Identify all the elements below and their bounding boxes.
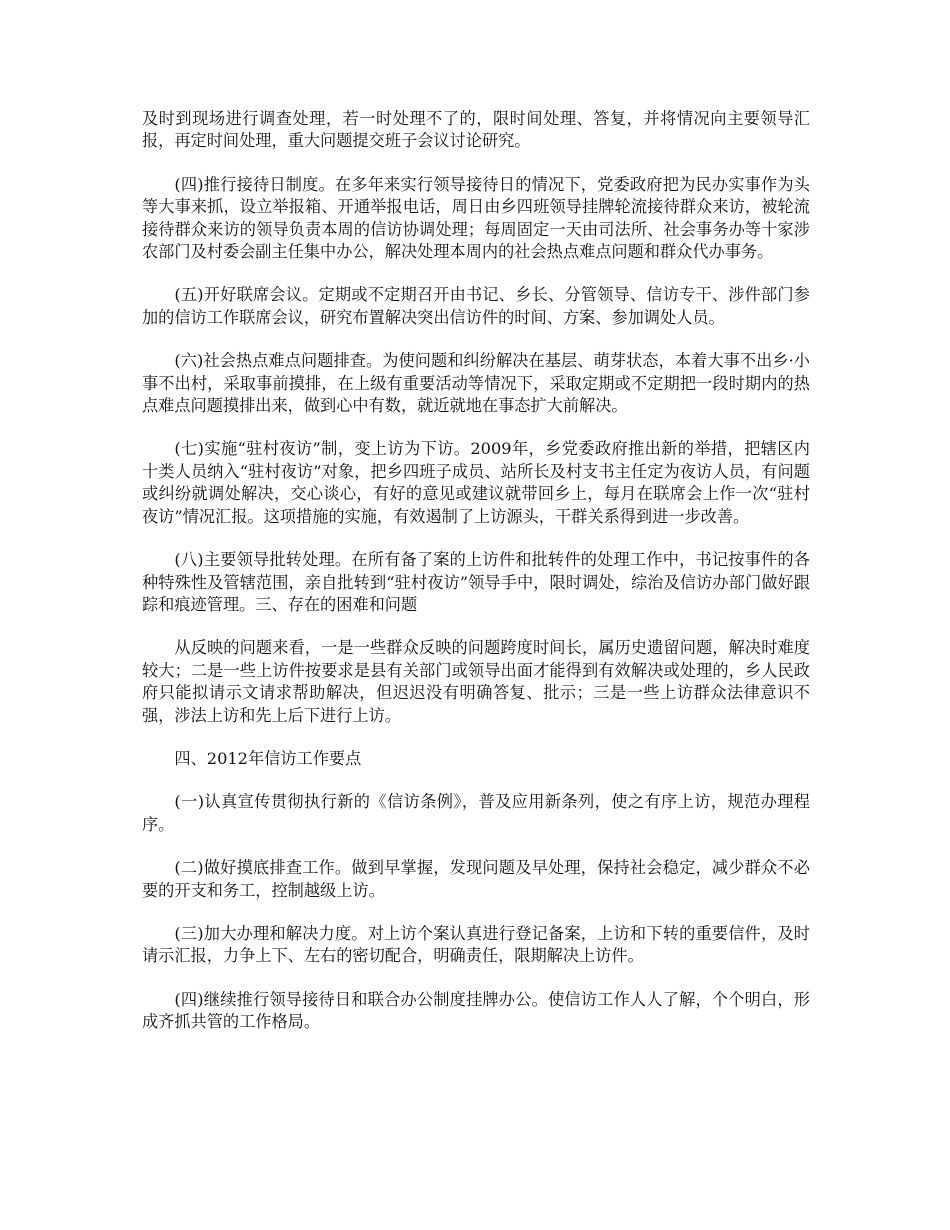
paragraph-joint-meeting: (五)开好联席会议。定期或不定期召开由书记、乡长、分管领导、信访专干、涉件部门参加的信访工作联席会议，研究布置解决突出信访件的时间、方案、参加调处人员。 [142, 285, 810, 327]
paragraph-point-1: (一)认真宣传贯彻执行新的《信访条例》，普及应用新条列，使之有序上访，规范办理程序。 [142, 792, 810, 834]
section-heading-2012-points: 四、2012年信访工作要点 [174, 748, 362, 768]
paragraph-point-4: (四)继续推行领导接待日和联合办公制度挂牌办公。使信访工作人人了解，个个明白，形成齐抓共管的工作格局。 [142, 989, 810, 1032]
paragraph-leader-referral: (八)主要领导批转处理。在所有备了案的上访件和批转件的处理工作中，书记按事件的各种特殊性及管辖范围，亲自批转到“驻村夜访”领导手中，限时调处，综治及信访办部门做好跟踪和痕迹管理。三、存在的困难和问题 [142, 550, 810, 614]
paragraph-point-2: (二)做好摸底排查工作。做到早掌握，发现问题及早处理，保持社会稳定，减少群众不必要的开支和务工，控制越级上访。 [142, 858, 810, 900]
paragraph-continuation: 及时到现场进行调查处理，若一时处理不了的，限时间处理、答复，并将情况向主要领导汇报，再定时间处理，重大问题提交班子会议讨论研究。 [142, 109, 810, 151]
paragraph-hotspot-survey: (六)社会热点难点问题排查。为使问题和纠纷解决在基层、萌芽状态，本着大事不出乡·小事不出村，采取事前摸排，在上级有重要活动等情况下，采取定期或不定期把一段时期内的热点难点问题摸排出来，做到心中有数，就近就地在事态扩大前解决。 [142, 351, 810, 416]
paragraph-point-3: (三)加大办理和解决力度。对上访个案认真进行登记备案，上访和下转的重要信件，及时请示汇报，力争上下、左右的密切配合，明确责任，限期解决上访件。 [142, 923, 810, 966]
paragraph-difficulties: 从反映的问题来看，一是一些群众反映的问题跨度时间长，属历史遗留问题，解决时难度较大；二是一些上访件按要求是县有关部门或领导出面才能得到有效解决或处理的，乡人民政府只能拟请示文请求帮助解决，但迟迟没有明确答复、批示；三是一些上访群众法律意识不强，涉法上访和先上后下进行上访。 [142, 638, 810, 725]
document-body [142, 108, 810, 1055]
paragraph-reception-day: (四)推行接待日制度。在多年来实行领导接待日的情况下，党委政府把为民办实事作为头等大事来抓，设立举报箱、开通举报电话，周日由乡四班领导挂牌轮流接待群众来访，被轮流接待群众来访的领导负责本周的信访协调处理；每周固定一天由司法所、社会事务办等十家涉农部门及村委会副主任集中办公，解决处理本周内的社会热点难点问题和群众代办事务。 [142, 174, 810, 262]
paragraph-night-visit: (七)实施“驻村夜访”制，变上访为下访。2009年，乡党委政府推出新的举措，把辖区内十类人员纳入“驻村夜访”对象，把乡四班子成员、站所长及村支书主任定为夜访人员，有问题或纠纷就调处解决，交心谈心，有好的意见或建议就带回乡上，每月在联席会上作一次“驻村夜访”情况汇报。这项措施的实施，有效遏制了上访源头，干群关系得到进一步改善。 [142, 439, 810, 526]
